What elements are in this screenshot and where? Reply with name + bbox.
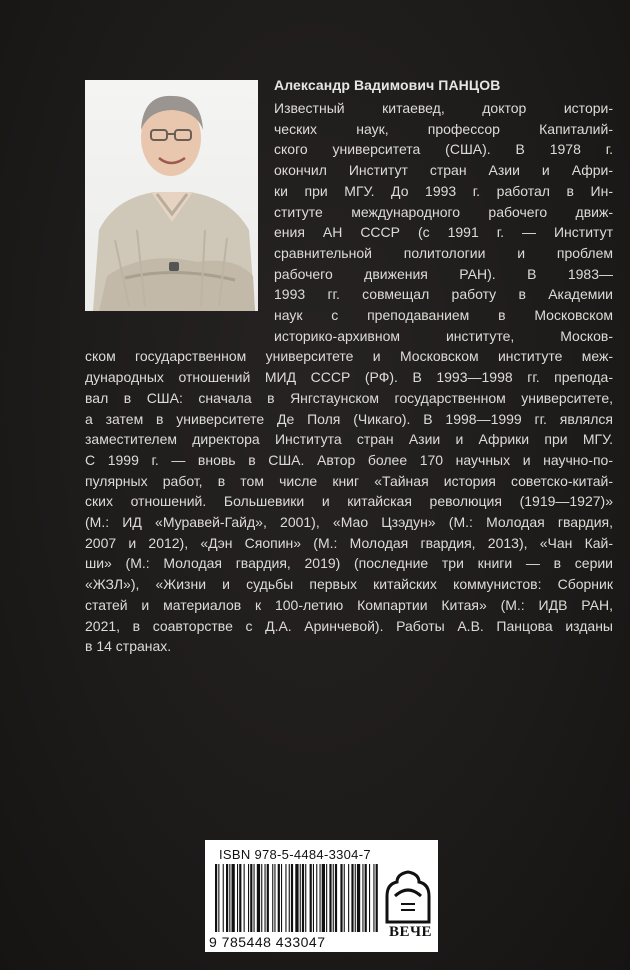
bio-line: «ЖЗЛ»), «Жизни и судьбы первых китайских коммунистов: Сборник	[85, 576, 613, 593]
bio-line: вал в США: сначала в Янгстаунском государственном университете,	[85, 389, 613, 406]
bio-line: а затем в университете Де Поля (Чикаго). В 1998—1999 гг. являлся	[85, 410, 613, 427]
bio-line: ки при МГУ. До 1993 г. работал в Ин-	[274, 182, 613, 199]
bio-line: С 1999 г. — вновь в США. Автор более 170 научных и научно-по-	[85, 451, 613, 468]
bio-line: ском государственном университете и Московском институте меж-	[85, 348, 613, 365]
bio-line: ческих наук, профессор Капиталий-	[274, 120, 613, 137]
bio-line: 1993 гг. совмещал работу в Академии	[274, 286, 613, 303]
bio-line: окончил Институт стран Азии и Афри-	[274, 162, 613, 179]
barcode-bars	[213, 864, 379, 934]
isbn-label: ISBN 978-5-4484-3304-7	[219, 847, 371, 862]
bio-line: (М.: ИД «Муравей-Гайд», 2001), «Мао Цзэдун» (М.: Молодая гвардия,	[85, 514, 613, 531]
author-name: Александр Вадимович ПАНЦОВ	[274, 77, 501, 93]
bio-line: ши» (М.: Молодая гвардия, 2019) (последние три книги — в серии	[85, 555, 613, 572]
bio-line: ения АН СССР (с 1991 г. — Институт	[274, 224, 613, 241]
ean-digits: 9 785448 433047	[209, 934, 326, 950]
bio-line: дународных отношений МИД СССР (РФ). В 1993—1998 гг. препода-	[85, 369, 613, 386]
bio-line: ского университета (США). В 1978 г.	[274, 141, 613, 158]
bio-line: Известный китаевед, доктор истори-	[274, 100, 613, 116]
bio-line: сравнительной политологии и проблем	[274, 244, 613, 261]
bio-line: статей и материалов к 100-летию Компартии Китая» (М.: ИДВ РАН,	[85, 596, 613, 613]
bio-line: заместителем директора Института стран Азии и Африки при МГУ.	[85, 431, 613, 448]
bio-line: наук с преподаванием в Московском	[274, 307, 613, 324]
author-biography	[85, 98, 613, 657]
bio-line: 2007 и 2012), «Дэн Сяопин» (М.: Молодая гвардия, 2013), «Чан Кай-	[85, 534, 613, 551]
bio-line: историко-архивном институте, Москов-	[274, 327, 613, 344]
bio-line: ституте международного рабочего движ-	[274, 203, 613, 220]
bio-line: в 14 странах.	[85, 638, 172, 655]
veche-logo-icon	[383, 870, 433, 924]
bio-line: пулярных работ, в том числе книг «Тайная история советско-китай-	[85, 472, 613, 489]
bio-line: 2021, в соавторстве с Д.А. Аринчевой). Работы А.В. Панцова изданы	[85, 617, 613, 634]
bio-line: рабочего движения РАН). В 1983—	[274, 265, 613, 282]
barcode-panel	[205, 840, 438, 952]
publisher-logo-text: ВЕЧЕ	[389, 924, 433, 940]
bio-line: ских отношений. Большевики и китайская революция (1919—1927)»	[85, 493, 613, 510]
